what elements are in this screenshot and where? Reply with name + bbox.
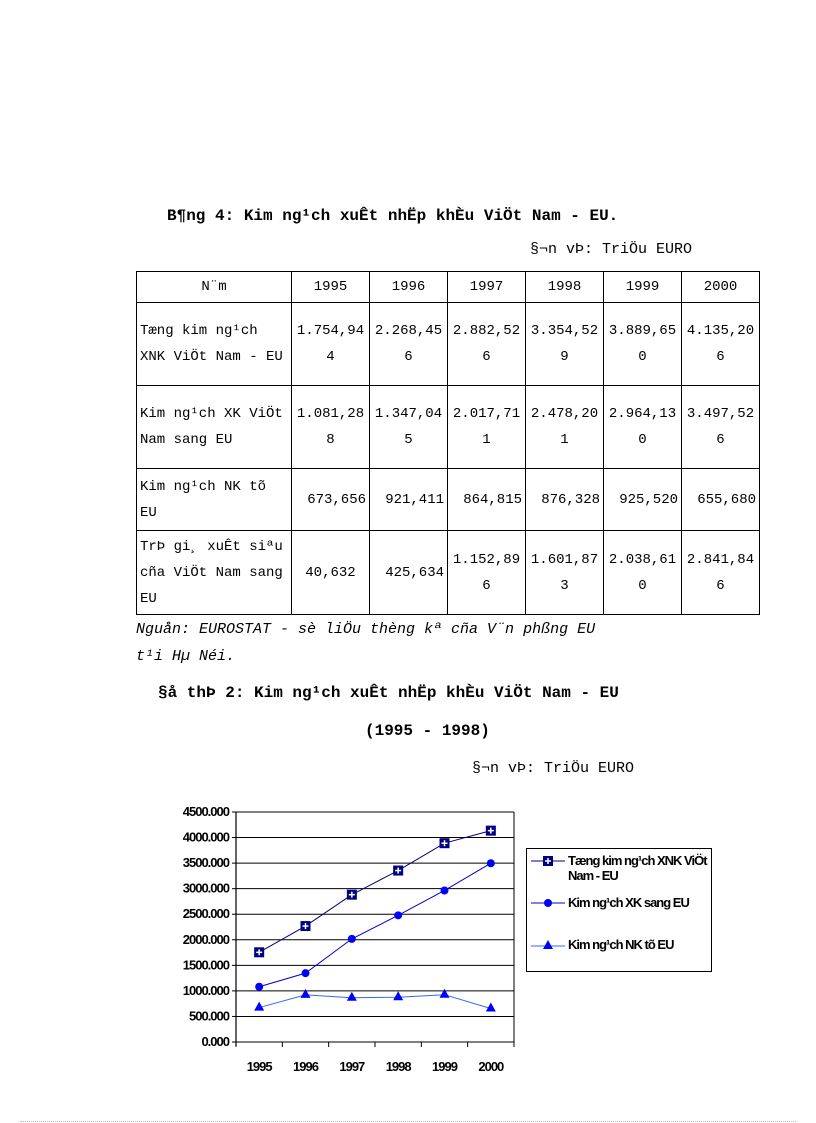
row-label: Kim ng¹ch XK ViÖt Nam sang EU — [137, 386, 292, 469]
x-tick-label: 1997 — [339, 1059, 365, 1074]
table-cell: 3.889,650 — [604, 303, 682, 386]
header-1997: 1997 — [448, 272, 526, 303]
table-unit: §¬n vÞ: TriÖu EURO — [530, 241, 693, 258]
table-cell: 1.754,944 — [292, 303, 370, 386]
y-tick-label: 3000.000 — [182, 880, 229, 896]
table-cell: 1.152,896 — [448, 531, 526, 615]
table-cell: 864,815 — [448, 469, 526, 531]
circle-marker-icon — [531, 896, 565, 910]
legend-item-import — [531, 937, 718, 952]
square-plus-marker-icon — [393, 866, 403, 876]
square-plus-marker-icon — [486, 826, 496, 836]
page-footer-rule — [20, 1121, 796, 1122]
x-tick-label: 1998 — [385, 1059, 411, 1074]
table-cell: 673,656 — [292, 469, 370, 531]
y-tick-label: 2500.000 — [182, 906, 229, 922]
legend-label: Kim ng¹ch NK tõ EU — [568, 937, 674, 952]
table-cell: 2.964,130 — [604, 386, 682, 469]
header-2000: 2000 — [682, 272, 760, 303]
triangle-marker-icon — [301, 989, 311, 998]
x-tick-label: 1999 — [432, 1059, 457, 1074]
y-tick-label: 0.000 — [201, 1034, 229, 1049]
table-cell: 876,328 — [526, 469, 604, 531]
row-label: Kim ng¹ch NK tõ EU — [137, 469, 292, 531]
table-cell: 921,411 — [370, 469, 448, 531]
table-cell: 2.017,711 — [448, 386, 526, 469]
table-cell: 2.268,456 — [370, 303, 448, 386]
circle-marker-icon — [394, 911, 402, 919]
square-plus-marker-icon — [347, 890, 357, 900]
square-plus-marker-icon — [531, 854, 565, 868]
triangle-marker-icon — [347, 992, 357, 1001]
circle-marker-icon — [255, 983, 263, 991]
circle-marker-icon — [487, 859, 495, 867]
series-line — [259, 863, 491, 986]
triangle-marker-icon — [254, 1002, 264, 1011]
triangle-marker-icon — [393, 991, 403, 1000]
y-tick-label: 4000.000 — [182, 829, 229, 845]
chart-unit: §¬n vÞ: TriÖu EURO — [472, 760, 635, 777]
y-tick-label: 1500.000 — [182, 957, 229, 973]
row-label: Tæng kim ng¹ch XNK ViÖt Nam - EU — [137, 303, 292, 386]
legend-item-export — [531, 895, 718, 910]
triangle-marker-icon — [440, 989, 450, 998]
y-tick-label: 1000.000 — [182, 982, 229, 998]
series-line — [259, 995, 491, 1009]
table-cell: 655,680 — [682, 469, 760, 531]
y-tick-label: 3500.000 — [182, 855, 229, 871]
circle-marker-icon — [441, 887, 449, 895]
circle-marker-icon — [348, 935, 356, 943]
table-cell: 425,634 — [370, 531, 448, 615]
x-tick-label: 1996 — [293, 1059, 318, 1074]
x-tick-label: 1995 — [246, 1059, 272, 1074]
table-title: B¶ng 4: Kim ng¹ch xuÊt nhËp khÈu ViÖt Nam - EU. — [167, 207, 619, 225]
legend-item-total — [531, 853, 718, 883]
square-plus-marker-icon — [254, 947, 264, 957]
header-1998: 1998 — [526, 272, 604, 303]
y-tick-label: 500.000 — [189, 1008, 229, 1024]
square-plus-marker-icon — [301, 921, 311, 931]
source-line-1: Nguån: EUROSTAT - sè liÖu thèng kª cña V¨n phßng EU — [136, 621, 596, 638]
header-1996: 1996 — [370, 272, 448, 303]
square-plus-marker-icon — [440, 838, 450, 848]
chart-legend — [526, 848, 712, 972]
chart-title: §å thÞ 2: Kim ng¹ch xuÊt nhËp khÈu ViÖt Nam - EU — [158, 684, 619, 702]
table-cell: 2.841,846 — [682, 531, 760, 615]
table-cell: 1.601,873 — [526, 531, 604, 615]
header-year: N¨m — [137, 272, 292, 303]
y-tick-label: 2000.000 — [182, 931, 229, 947]
row-label: TrÞ gi¸ xuÊt siªu cña ViÖt Nam sang EU — [137, 531, 292, 615]
y-tick-label: 4500.000 — [182, 804, 229, 819]
table-cell: 1.081,288 — [292, 386, 370, 469]
circle-marker-icon — [302, 969, 310, 977]
chart-subtitle: (1995 - 1998) — [365, 722, 490, 740]
table-cell: 2.882,526 — [448, 303, 526, 386]
table-cell: 3.497,526 — [682, 386, 760, 469]
triangle-marker-icon — [531, 938, 565, 952]
table-cell: 4.135,206 — [682, 303, 760, 386]
table-cell: 40,632 — [292, 531, 370, 615]
table-cell: 925,520 — [604, 469, 682, 531]
table-cell: 2.478,201 — [526, 386, 604, 469]
header-1999: 1999 — [604, 272, 682, 303]
table-cell: 3.354,529 — [526, 303, 604, 386]
series-line — [259, 831, 491, 953]
header-1995: 1995 — [292, 272, 370, 303]
x-tick-label: 2000 — [478, 1059, 504, 1074]
legend-label: Kim ng¹ch XK sang EU — [568, 895, 689, 910]
legend-label: Tæng kim ng¹ch XNK ViÖt Nam - EU — [568, 853, 707, 883]
table-cell: 1.347,045 — [370, 386, 448, 469]
source-line-2: t¹i Hµ Néi. — [136, 648, 236, 665]
table-cell: 2.038,610 — [604, 531, 682, 615]
